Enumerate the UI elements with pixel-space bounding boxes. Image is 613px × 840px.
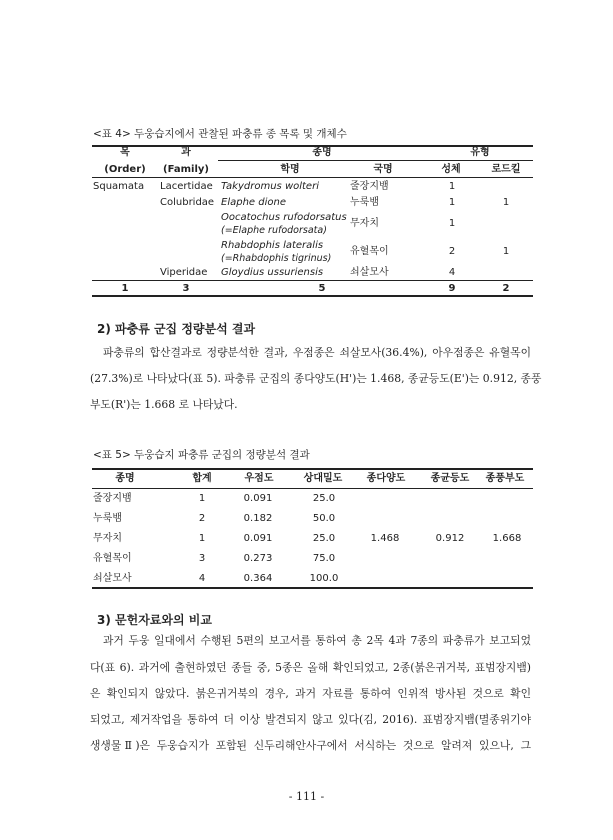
row-dominance: 0.273 bbox=[243, 553, 273, 564]
total-roadkill: 2 bbox=[502, 283, 510, 294]
row-species: 줄장지뱀 bbox=[93, 493, 132, 504]
row-family: Colubridae bbox=[160, 197, 215, 208]
row-kor: 무자치 bbox=[350, 218, 379, 229]
header-roadkill: 로드킬 bbox=[491, 164, 521, 175]
header-richness: 종풍부도 bbox=[485, 473, 525, 484]
header-relative-density: 상대밀도 bbox=[303, 473, 343, 484]
row-sci: Oocatochus rufodorsatus bbox=[221, 212, 347, 223]
table4-bottom-rule bbox=[92, 295, 533, 297]
header-species: 종명 bbox=[312, 147, 332, 158]
row-family: Lacertidae bbox=[160, 181, 213, 192]
row-kor: 유혈목이 bbox=[350, 246, 389, 257]
richness-value: 1.668 bbox=[492, 533, 522, 544]
section3-line: 과거 두웅 일대에서 수행된 5편의 보고서를 통하여 총 2목 4과 7종의 파충류가 보고되었 bbox=[103, 634, 531, 647]
row-density: 25.0 bbox=[312, 533, 336, 544]
row-family: Viperidae bbox=[160, 267, 208, 278]
evenness-value: 0.912 bbox=[435, 533, 465, 544]
row-sci-synonym: (=Rhabdophis tigrinus) bbox=[221, 253, 332, 264]
row-sci: Takydromus wolteri bbox=[221, 181, 319, 192]
header-order-en: (Order) bbox=[104, 164, 146, 175]
row-adult: 1 bbox=[448, 181, 456, 192]
row-dominance: 0.364 bbox=[243, 573, 273, 584]
row-roadkill: 1 bbox=[502, 197, 510, 208]
row-adult: 1 bbox=[448, 218, 456, 229]
diversity-value: 1.468 bbox=[370, 533, 400, 544]
row-total: 3 bbox=[198, 553, 206, 564]
section2-line: 파충류의 합산결과로 정량분석한 결과, 우점종은 쇠살모사(36.4%), 아우점종은 유혈목이 bbox=[103, 346, 531, 359]
row-kor: 누룩뱀 bbox=[350, 197, 379, 208]
table5-top-rule bbox=[92, 468, 533, 470]
row-total: 1 bbox=[198, 493, 206, 504]
table5-bottom-rule bbox=[92, 587, 533, 589]
header-dominance: 우점도 bbox=[244, 473, 274, 484]
section3-line: 은 확인되지 않았다. 붉은귀거북의 경우, 과거 자료를 통하여 인위적 방사된 것으로 확인 bbox=[90, 687, 531, 700]
row-species: 쇠살모사 bbox=[93, 573, 132, 584]
header-type: 유형 bbox=[470, 147, 490, 158]
total-family: 3 bbox=[182, 283, 190, 294]
total-species: 5 bbox=[318, 283, 326, 294]
total-adult: 9 bbox=[448, 283, 456, 294]
row-roadkill: 1 bbox=[502, 246, 510, 257]
section3-line: 되었고, 제거작업을 통하여 더 이상 발견되지 않고 있다(김, 2016). 표범장지뱀(멸종위기야 bbox=[90, 713, 531, 726]
total-order: 1 bbox=[121, 283, 129, 294]
row-adult: 1 bbox=[448, 197, 456, 208]
section3-heading: 3) 문헌자료와의 비교 bbox=[97, 613, 212, 627]
table5-header-rule bbox=[92, 488, 533, 489]
row-total: 2 bbox=[198, 513, 206, 524]
row-total: 1 bbox=[198, 533, 206, 544]
table4-caption: <표 4> 두웅습지에서 관찰된 파충류 종 목록 및 개체수 bbox=[93, 128, 347, 140]
header-adult: 성체 bbox=[441, 164, 461, 175]
header-sci: 학명 bbox=[280, 164, 300, 175]
row-density: 100.0 bbox=[309, 573, 339, 584]
header-order: 목 bbox=[120, 147, 130, 158]
row-total: 4 bbox=[198, 573, 206, 584]
row-order: Squamata bbox=[93, 181, 145, 192]
row-sci: Rhabdophis lateralis bbox=[221, 240, 324, 251]
header-evenness: 종균등도 bbox=[430, 473, 470, 484]
header-kor: 국명 bbox=[373, 164, 393, 175]
section2-line: 부도(R')는 1.668 로 나타났다. bbox=[90, 398, 238, 411]
table5-caption: <표 5> 두웅습지 파충류 군집의 정량분석 결과 bbox=[93, 449, 310, 461]
row-sci-synonym: (=Elaphe rufodorsata) bbox=[221, 225, 327, 236]
row-dominance: 0.182 bbox=[243, 513, 273, 524]
header-family-en: (Family) bbox=[163, 164, 209, 175]
header-total: 합계 bbox=[192, 473, 212, 484]
row-dominance: 0.091 bbox=[243, 533, 273, 544]
row-kor: 줄장지뱀 bbox=[350, 181, 389, 192]
section3-line: 생생물Ⅱ)은 두웅습지가 포함된 신두리해안사구에서 서식하는 것으로 알려져 있으나, 그 bbox=[90, 739, 531, 752]
row-adult: 4 bbox=[448, 267, 456, 278]
section3-line: 다(표 6). 과거에 출현하였던 종들 중, 5종은 올해 확인되었고, 2종(붉은귀거북, 표범장지뱀) bbox=[90, 661, 531, 674]
row-sci: Gloydius ussuriensis bbox=[221, 267, 324, 278]
row-dominance: 0.091 bbox=[243, 493, 273, 504]
row-kor: 쇠살모사 bbox=[350, 267, 389, 278]
table4-header-rule bbox=[92, 177, 533, 178]
table4-sub-rule bbox=[218, 160, 533, 161]
page-number: - 111 - bbox=[288, 790, 325, 803]
row-species: 무자치 bbox=[93, 533, 122, 544]
header-species: 종명 bbox=[115, 473, 135, 484]
row-adult: 2 bbox=[448, 246, 456, 257]
row-species: 유혈목이 bbox=[93, 553, 132, 564]
row-species: 누룩뱀 bbox=[93, 513, 122, 524]
row-sci: Elaphe dione bbox=[221, 197, 286, 208]
section2-heading: 2) 파충류 군집 정량분석 결과 bbox=[97, 322, 256, 336]
header-family: 과 bbox=[181, 147, 191, 158]
header-diversity: 종다양도 bbox=[366, 473, 406, 484]
row-density: 50.0 bbox=[312, 513, 336, 524]
row-density: 75.0 bbox=[312, 553, 336, 564]
table4-total-rule bbox=[92, 280, 533, 281]
row-density: 25.0 bbox=[312, 493, 336, 504]
section2-line: (27.3%)로 나타났다(표 5). 파충류 군집의 종다양도(H')는 1.468, 종균등도(E')는 0.912, 종풍 bbox=[90, 372, 542, 385]
